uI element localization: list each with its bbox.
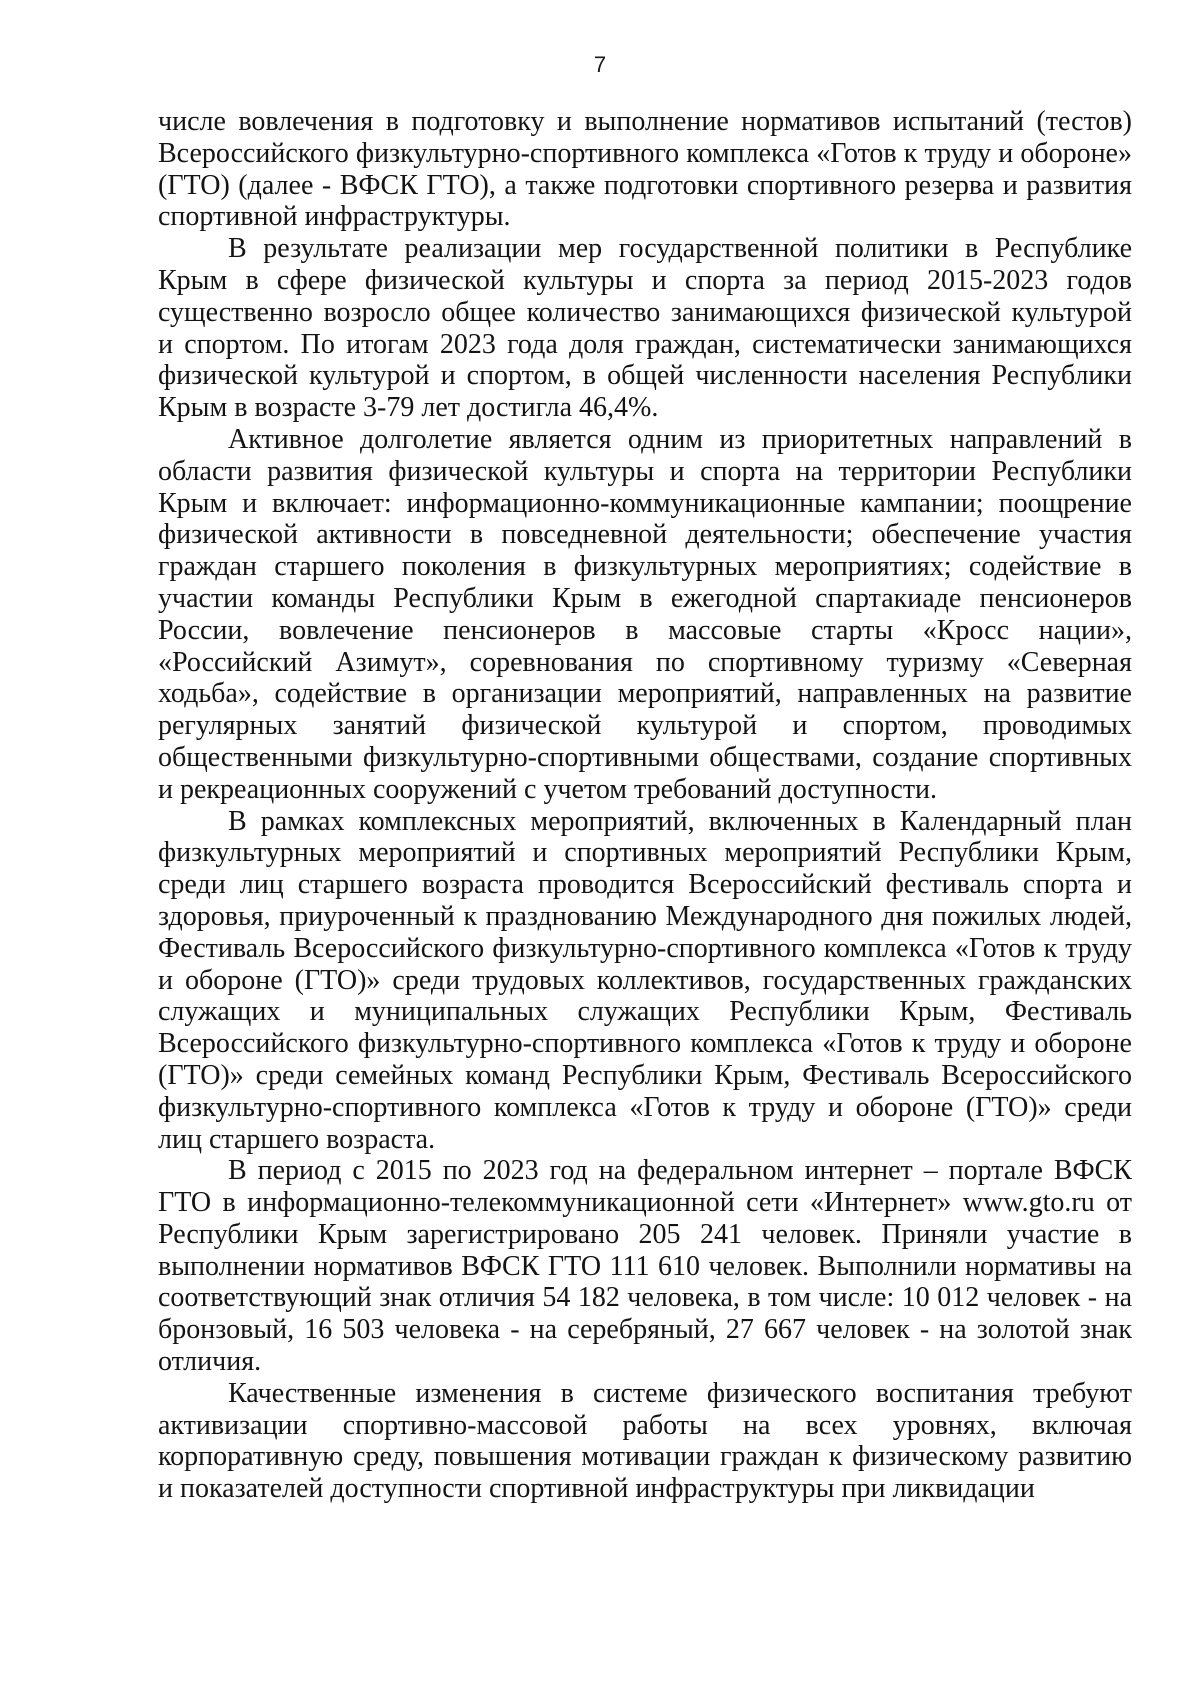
paragraph-policy-results: В результате реализации мер государственной политики в Республике Крым в сфере физической культуры и спорта за период 2015-2023 годов существенно возросло общее количество занимающихся физической культурой и спортом. По итогам 2023 года доля граждан, систематически занимающихся физической культурой и спортом, в общей численности населения Республики Крым в возрасте 3-79 лет достигла 46,4%. <box>158 233 1132 424</box>
document-body <box>158 106 1132 1505</box>
page-number: 7 <box>593 52 607 77</box>
paragraph-continuation: числе вовлечения в подготовку и выполнение нормативов испытаний (тестов) Всероссийского физкультурно-спортивного комплекса «Готов к труду и обороне» (ГТО) (далее - ВФСК ГТО), а также подготовки спортивного резерва и развития спортивной инфраструктуры. <box>158 106 1132 233</box>
paragraph-qualitative-changes: Качественные изменения в системе физического воспитания требуют активизации спортивно-массовой работы на всех уровнях, включая корпоративную среду, повышения мотивации граждан к физическому развитию и показателей доступности спортивной инфраструктуры при ликвидации <box>158 1377 1132 1505</box>
paragraph-gto-statistics: В период с 2015 по 2023 год на федеральном интернет – портале ВФСК ГТО в информационно-телекоммуникационной сети «Интернет» www.gto.ru от Республики Крым зарегистрировано 205 241 человек. Приняли участие в выполнении нормативов ВФСК ГТО 111 610 человек. Выполнили нормативы на соответствующий знак отличия 54 182 человека, в том числе: 10 012 человек - на бронзовый, 16 503 человека - на серебряный, 27 667 человек - на золотой знак отличия. <box>158 1155 1132 1378</box>
paragraph-active-longevity: Активное долголетие является одним из приоритетных направлений в области развития физической культуры и спорта на территории Республики Крым и включает: информационно-коммуникационные кампании; поощрение физической активности в повседневной деятельности; обеспечение участия граждан старшего поколения в физкультурных мероприятиях; содействие в участии команды Республики Крым в ежегодной спартакиаде пенсионеров России, вовлечение пенсионеров в массовые старты «Кросс нации», «Российский Азимут», соревнования по спортивному туризму «Северная ходьба», содействие в организации мероприятий, направленных на развитие регулярных занятий физической культурой и спортом, проводимых общественными физкультурно-спортивными обществами, создание спортивных и рекреационных сооружений с учетом требований доступности. <box>158 423 1132 805</box>
paragraph-festivals: В рамках комплексных мероприятий, включенных в Календарный план физкультурных мероприятий и спортивных мероприятий Республики Крым, среди лиц старшего возраста проводится Всероссийский фестиваль спорта и здоровья, приуроченный к празднованию Международного дня пожилых людей, Фестиваль Всероссийского физкультурно-спортивного комплекса «Готов к труду и обороне (ГТО)» среди трудовых коллективов, государственных гражданских служащих и муниципальных служащих Республики Крым, Фестиваль Всероссийского физкультурно-спортивного комплекса «Готов к труду и обороне (ГТО)» среди семейных команд Республики Крым, Фестиваль Всероссийского физкультурно-спортивного комплекса «Готов к труду и обороне (ГТО)» среди лиц старшего возраста. <box>158 805 1132 1155</box>
